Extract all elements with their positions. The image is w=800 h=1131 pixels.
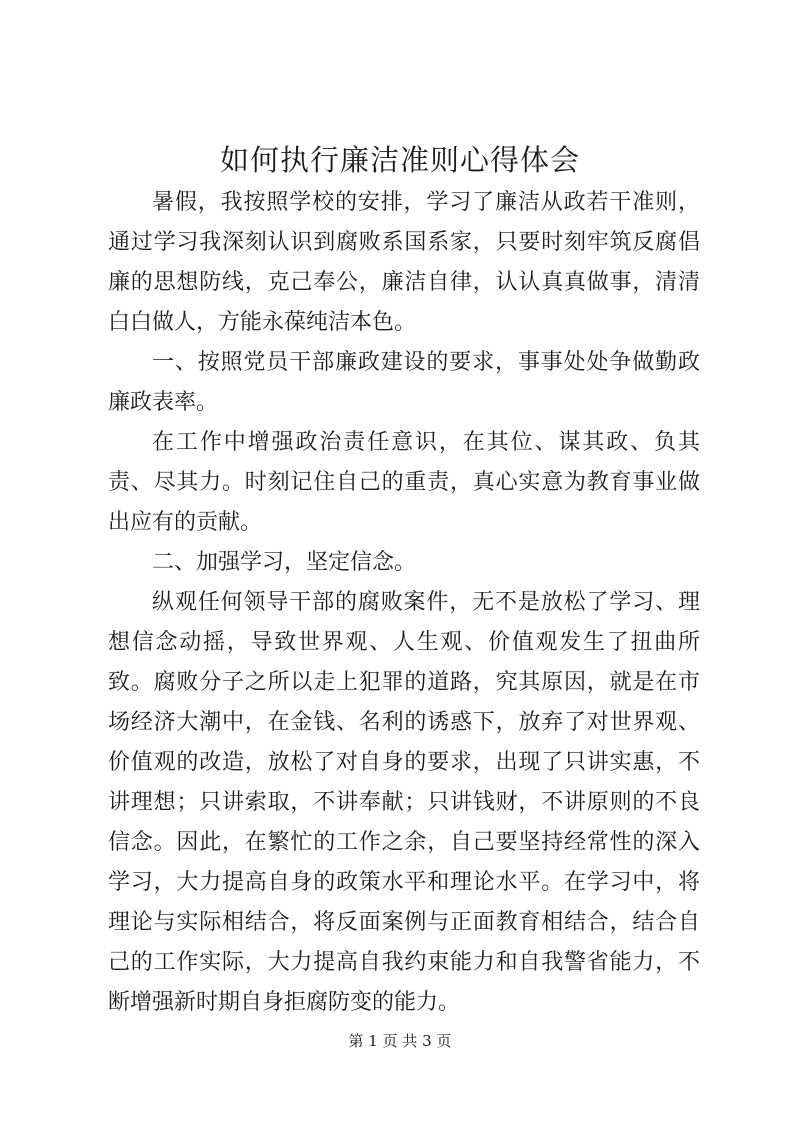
page-footer: 第 1 页 共 3 页	[348, 1032, 452, 1050]
paragraph-section-1: 在工作中增强政治责任意识，在其位、谋其政、负其责、尽其力。时刻记住自己的重责，真心实意为教育事业做出应有的贡献。	[108, 430, 700, 535]
paragraph-section-2: 纵观任何领导干部的腐败案件，无不是放松了学习、理想信念动摇，导致世界观、人生观、价值观发生了扭曲所致。腐败分子之所以走上犯罪的道路，究其原因，就是在市场经济大潮中，在金钱、名利的诱惑下，放弃了对世界观、价值观的改造，放松了对自身的要求，出现了只讲实惠，不讲理想；只讲索取，不讲奉献；只讲钱财，不讲原则的不良信念。因此，在繁忙的工作之余，自己要坚持经常性的深入学习，大力提高自身的政策水平和理论水平。在学习中，将理论与实际相结合，将反面案例与正面教育相结合，结合自己的工作实际，大力提高自我约束能力和自我警省能力，不断增强新时期自身拒腐防变的能力。	[108, 590, 700, 1015]
document-body	[108, 183, 700, 1023]
document-title: 如何执行廉洁准则心得体会	[219, 143, 580, 177]
section-heading-2: 二、加强学习，坚定信念。	[152, 550, 417, 575]
section-heading-1: 一、按照党员干部廉政建设的要求，事事处处争做勤政廉政表率。	[108, 350, 700, 415]
paragraph-intro: 暑假，我按照学校的安排，学习了廉洁从政若干准则，通过学习我深刻认识到腐败系国系家，只要时刻牢筑反腐倡廉的思想防线，克己奉公，廉洁自律，认认真真做事，清清白白做人，方能永葆纯洁本色。	[108, 190, 700, 335]
